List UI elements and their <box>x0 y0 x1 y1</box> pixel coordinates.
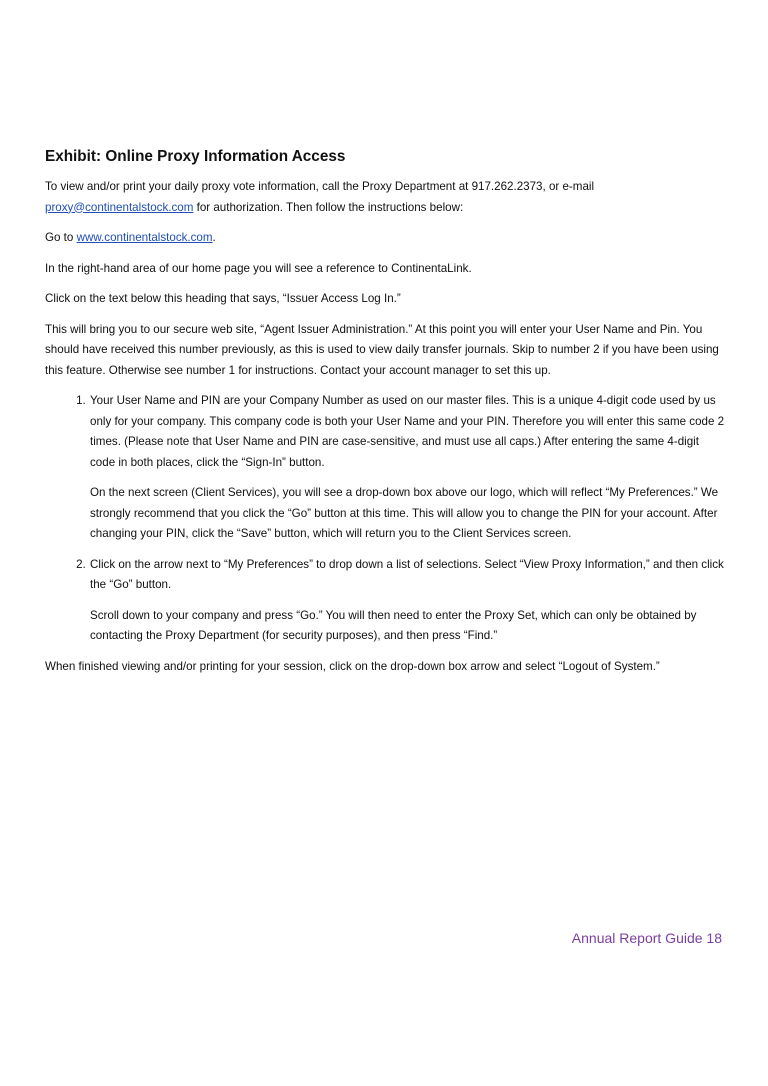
intro-paragraph <box>45 177 727 218</box>
page-footer: Annual Report Guide 18 <box>571 930 722 946</box>
step-2-paragraph-2: Scroll down to your company and press “Go.” You will then need to enter the Proxy Set, which can only be obtained by contacting the Proxy Department (for security purposes), and then press “Find.” <box>90 608 697 642</box>
goto-text-after: . <box>212 231 216 244</box>
step-1-paragraph-1: 1. Your User Name and PIN are your Company Number as used on our master files. This is a unique 4-digit code used by us only for your company. This company code is both your User Name and your PIN. Therefore you will enter this same code 2 times. (Please note that User Name and PIN are case-sensitive, and must use all caps.) After entering the same 4-digit code in both places, click the “Sign-In” button. <box>90 394 725 469</box>
page-title: Exhibit: Online Proxy Information Access <box>45 148 346 165</box>
goto-paragraph <box>45 228 727 249</box>
home-page-paragraph: In the right-hand area of our home page you will see a reference to ContinentaLink. <box>45 261 472 275</box>
finish-paragraph: When finished viewing and/or printing for your session, click on the drop-down box arrow and select “Logout of System.” <box>45 659 660 673</box>
document-body <box>45 146 727 687</box>
click-login-paragraph: Click on the text below this heading that says, “Issuer Access Log In.” <box>45 292 401 305</box>
secure-site-paragraph: This will bring you to our secure web site, “Agent Issuer Administration.” At this point you will enter your User Name and Pin. You should have received this number previously, as this is used to view daily transfer journals. Skip to number 2 if you have been using this feature. Otherwise see number 1 for instructions. Contact your account manager to set this up. <box>45 322 719 377</box>
instruction-list <box>45 391 727 647</box>
list-item <box>89 391 727 545</box>
website-link[interactable]: www.continentalstock.com <box>76 231 213 244</box>
intro-text-after: for authorization. Then follow the instructions below: <box>193 200 464 214</box>
goto-text-before: Go to <box>45 231 77 244</box>
step-1-paragraph-2: On the next screen (Client Services), you will see a drop-down box above our logo, which will reflect “My Preferences.” We strongly recommend that you click the “Go” button at this time. This will allow you to change the PIN for your account. After changing your PIN, click the “Save” button, which will return you to the Client Services screen. <box>90 486 719 540</box>
list-item <box>89 555 727 647</box>
step-2-paragraph-1: 2. Click on the arrow next to “My Preferences” to drop down a list of selections. Select “View Proxy Information,” and then click the “Go” button. <box>90 557 724 591</box>
email-link[interactable]: proxy@continentalstock.com <box>45 200 194 214</box>
intro-text-before: To view and/or print your daily proxy vote information, call the Proxy Department at 917.262.2373, or e-mail <box>45 180 595 193</box>
